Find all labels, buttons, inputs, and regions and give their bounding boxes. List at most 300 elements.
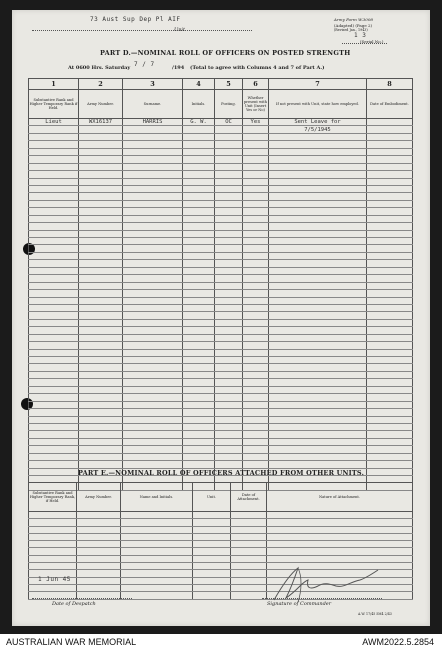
- table-cell: [123, 386, 183, 393]
- despatch-label: Date of Despatch: [52, 601, 96, 607]
- table-cell: [121, 570, 193, 577]
- table-cell: [29, 386, 79, 393]
- table-cell: [79, 312, 123, 319]
- table-row: [29, 156, 413, 163]
- table-cell: [29, 548, 77, 555]
- col-header-army-number: Army Number.: [79, 90, 123, 119]
- table-row: [29, 379, 413, 386]
- table-row: [29, 230, 413, 237]
- table-cell: [79, 230, 123, 237]
- table-cell: [269, 409, 367, 416]
- table-cell: [77, 584, 121, 591]
- table-cell: [269, 252, 367, 259]
- table-cell: [121, 563, 193, 570]
- table-cell: [367, 290, 413, 297]
- table-cell: [367, 453, 413, 460]
- table-cell: [29, 267, 79, 274]
- table-cell: [269, 379, 367, 386]
- table-cell: [123, 252, 183, 259]
- table-cell: OC: [215, 119, 243, 126]
- table-cell: [367, 163, 413, 170]
- table-row: [29, 304, 413, 311]
- table-cell: [123, 379, 183, 386]
- part-d-table: [28, 78, 413, 491]
- table-cell: [29, 555, 77, 562]
- despatch-line: [32, 598, 132, 599]
- table-cell: [367, 319, 413, 326]
- table-cell: [79, 200, 123, 207]
- table-cell: [243, 379, 269, 386]
- table-cell: [123, 423, 183, 430]
- table-row: [29, 526, 413, 533]
- table-cell: G. W.: [183, 119, 215, 126]
- table-cell: [183, 386, 215, 393]
- table-cell: [193, 512, 231, 519]
- table-cell: [183, 193, 215, 200]
- table-cell: [29, 163, 79, 170]
- table-cell: [269, 148, 367, 155]
- table-cell: [193, 541, 231, 548]
- table-cell: [79, 461, 123, 468]
- table-cell: [269, 208, 367, 215]
- table-row: [29, 512, 413, 519]
- table-row: [29, 364, 413, 371]
- table-cell: [29, 364, 79, 371]
- table-cell: [367, 409, 413, 416]
- table-cell: [79, 238, 123, 245]
- table-cell: [29, 563, 77, 570]
- table-cell: [121, 584, 193, 591]
- table-cell: [183, 275, 215, 282]
- table-cell: [367, 267, 413, 274]
- table-cell: [29, 334, 79, 341]
- table-cell: [269, 156, 367, 163]
- table-cell: [79, 357, 123, 364]
- table-cell: [193, 592, 231, 599]
- table-cell: [269, 371, 367, 378]
- table-cell: [123, 178, 183, 185]
- table-cell: [367, 423, 413, 430]
- table-cell: [243, 327, 269, 334]
- table-cell: [29, 133, 79, 140]
- table-cell: [215, 245, 243, 252]
- table-cell: [243, 252, 269, 259]
- table-cell: [243, 334, 269, 341]
- table-cell: [79, 453, 123, 460]
- table-cell: [367, 394, 413, 401]
- table-cell: [367, 349, 413, 356]
- table-cell: [79, 304, 123, 311]
- table-cell: [183, 290, 215, 297]
- typed-unit-name: 73 Aust Sup Dep Pl AIF: [90, 16, 181, 23]
- table-cell: [183, 312, 215, 319]
- table-cell: [269, 364, 367, 371]
- table-cell: [123, 349, 183, 356]
- table-cell: [123, 438, 183, 445]
- table-cell: [121, 526, 193, 533]
- table-cell: [215, 185, 243, 192]
- table-cell: [243, 312, 269, 319]
- table-cell: [29, 519, 77, 526]
- table-cell: [243, 126, 269, 133]
- table-cell: [215, 379, 243, 386]
- table-cell: [183, 200, 215, 207]
- table-cell: [243, 230, 269, 237]
- table-cell: [367, 238, 413, 245]
- table-cell: [269, 304, 367, 311]
- table-cell: [77, 526, 121, 533]
- typed-serial: 1 3: [354, 32, 367, 39]
- table-cell: [123, 148, 183, 155]
- table-cell: [121, 541, 193, 548]
- table-cell: [183, 304, 215, 311]
- table-cell: [79, 178, 123, 185]
- table-row: [29, 319, 413, 326]
- table-cell: [123, 133, 183, 140]
- table-cell: [215, 438, 243, 445]
- column-number-row: [29, 79, 413, 90]
- table-cell: [79, 416, 123, 423]
- table-cell: [183, 171, 215, 178]
- table-cell: [215, 230, 243, 237]
- table-cell: [123, 446, 183, 453]
- table-cell: [367, 230, 413, 237]
- table-cell: [183, 379, 215, 386]
- table-cell: [183, 349, 215, 356]
- table-cell: [79, 215, 123, 222]
- table-cell: [215, 394, 243, 401]
- table-cell: [231, 563, 267, 570]
- table-cell: [79, 245, 123, 252]
- table-cell: [367, 304, 413, 311]
- table-cell: [123, 304, 183, 311]
- part-e-header-row: [29, 483, 413, 512]
- table-cell: [243, 148, 269, 155]
- table-cell: Sent Leave for: [269, 119, 367, 126]
- table-cell: [267, 512, 413, 519]
- table-cell: [79, 290, 123, 297]
- table-row: [29, 171, 413, 178]
- table-cell: [243, 394, 269, 401]
- table-cell: [367, 446, 413, 453]
- table-cell: [79, 409, 123, 416]
- table-cell: [29, 319, 79, 326]
- table-cell: [183, 238, 215, 245]
- table-cell: [269, 349, 367, 356]
- table-cell: [243, 431, 269, 438]
- table-row: [29, 252, 413, 259]
- table-cell: [267, 526, 413, 533]
- table-cell: [79, 342, 123, 349]
- table-cell: Yes: [243, 119, 269, 126]
- table-row: [29, 357, 413, 364]
- table-cell: [269, 200, 367, 207]
- table-cell: [215, 431, 243, 438]
- table-cell: [231, 548, 267, 555]
- table-cell: [183, 245, 215, 252]
- unit-line: [32, 30, 252, 31]
- table-cell: [79, 349, 123, 356]
- table-cell: [29, 438, 79, 445]
- table-row: [29, 401, 413, 408]
- table-cell: [29, 512, 77, 519]
- table-row: [29, 416, 413, 423]
- table-cell: [269, 453, 367, 460]
- table-cell: [183, 230, 215, 237]
- table-cell: [367, 275, 413, 282]
- table-cell: [367, 141, 413, 148]
- table-cell: [215, 342, 243, 349]
- table-cell: [243, 453, 269, 460]
- table-cell: [231, 577, 267, 584]
- table-cell: [269, 319, 367, 326]
- table-cell: [123, 319, 183, 326]
- table-cell: [231, 541, 267, 548]
- table-cell: [367, 208, 413, 215]
- table-row: [29, 119, 413, 126]
- table-cell: [193, 526, 231, 533]
- table-cell: [269, 401, 367, 408]
- table-cell: [215, 349, 243, 356]
- table-cell: [243, 185, 269, 192]
- table-cell: [29, 533, 77, 540]
- table-cell: [231, 519, 267, 526]
- table-cell: [243, 401, 269, 408]
- year-label: /194: [172, 65, 185, 71]
- table-cell: [269, 185, 367, 192]
- table-cell: [243, 297, 269, 304]
- table-cell: [123, 245, 183, 252]
- table-cell: [123, 163, 183, 170]
- table-cell: [269, 267, 367, 274]
- table-cell: [79, 223, 123, 230]
- table-cell: [215, 409, 243, 416]
- table-cell: [193, 555, 231, 562]
- table-cell: [79, 379, 123, 386]
- table-cell: [29, 297, 79, 304]
- table-row: [29, 185, 413, 192]
- table-cell: [79, 267, 123, 274]
- table-cell: [215, 252, 243, 259]
- table-cell: [193, 577, 231, 584]
- table-cell: [215, 282, 243, 289]
- table-cell: [183, 252, 215, 259]
- signature-label: Signature of Commander: [267, 601, 332, 607]
- table-cell: [29, 584, 77, 591]
- table-cell: [193, 548, 231, 555]
- table-cell: [123, 334, 183, 341]
- table-cell: [183, 431, 215, 438]
- table-cell: [121, 577, 193, 584]
- table-cell: [367, 401, 413, 408]
- table-cell: [367, 297, 413, 304]
- table-row: [29, 178, 413, 185]
- table-cell: [215, 327, 243, 334]
- table-cell: [29, 200, 79, 207]
- table-cell: [367, 416, 413, 423]
- table-cell: [193, 563, 231, 570]
- table-cell: [269, 238, 367, 245]
- table-row: [29, 260, 413, 267]
- table-row: [29, 371, 413, 378]
- table-row: [29, 386, 413, 393]
- table-cell: [79, 394, 123, 401]
- table-cell: [215, 171, 243, 178]
- table-row: [29, 193, 413, 200]
- table-cell: [79, 275, 123, 282]
- table-cell: [183, 401, 215, 408]
- table-row: [29, 163, 413, 170]
- table-cell: [367, 461, 413, 468]
- table-cell: [29, 431, 79, 438]
- table-cell: [121, 512, 193, 519]
- table-cell: [269, 438, 367, 445]
- table-cell: [231, 584, 267, 591]
- table-row: [29, 126, 413, 133]
- table-row: [29, 290, 413, 297]
- table-cell: [123, 409, 183, 416]
- table-cell: [269, 171, 367, 178]
- table-cell: [269, 193, 367, 200]
- col-number: 8: [367, 79, 413, 90]
- table-cell: [267, 548, 413, 555]
- table-cell: [367, 178, 413, 185]
- table-row: [29, 334, 413, 341]
- signature-line: [262, 598, 382, 599]
- table-cell: [215, 208, 243, 215]
- table-cell: [183, 394, 215, 401]
- table-cell: [183, 163, 215, 170]
- part-e-title: PART E.—NOMINAL ROLL OF OFFICERS ATTACHED FROM OTHER UNITS.: [78, 469, 365, 477]
- table-cell: [123, 126, 183, 133]
- table-cell: [29, 379, 79, 386]
- table-cell: [79, 327, 123, 334]
- table-cell: [367, 364, 413, 371]
- table-cell: [231, 533, 267, 540]
- table-cell: [243, 200, 269, 207]
- table-cell: [215, 238, 243, 245]
- table-cell: [243, 282, 269, 289]
- table-cell: [123, 208, 183, 215]
- table-cell: [367, 223, 413, 230]
- table-cell: [269, 230, 367, 237]
- table-cell: [367, 252, 413, 259]
- table-cell: [29, 282, 79, 289]
- table-cell: [29, 126, 79, 133]
- table-cell: [269, 290, 367, 297]
- table-cell: [183, 319, 215, 326]
- table-cell: [79, 148, 123, 155]
- table-cell: [243, 178, 269, 185]
- table-cell: [29, 275, 79, 282]
- table-cell: [123, 357, 183, 364]
- table-cell: [123, 185, 183, 192]
- table-row: [29, 312, 413, 319]
- table-cell: [79, 364, 123, 371]
- table-cell: [29, 208, 79, 215]
- table-cell: [269, 178, 367, 185]
- table-cell: [215, 446, 243, 453]
- table-cell: [183, 438, 215, 445]
- table-cell: [121, 548, 193, 555]
- table-cell: [77, 555, 121, 562]
- table-cell: [183, 334, 215, 341]
- table-cell: [269, 386, 367, 393]
- col-number: 7: [269, 79, 367, 90]
- col-header-attachment-nature: Nature of Attachment.: [267, 483, 413, 512]
- table-cell: [29, 304, 79, 311]
- table-row: [29, 133, 413, 140]
- table-cell: [215, 297, 243, 304]
- table-cell: [29, 171, 79, 178]
- table-cell: [243, 245, 269, 252]
- table-row: [29, 208, 413, 215]
- table-cell: [123, 171, 183, 178]
- table-cell: [367, 260, 413, 267]
- table-cell: [79, 252, 123, 259]
- table-cell: [183, 282, 215, 289]
- table-cell: [183, 148, 215, 155]
- table-row: [29, 327, 413, 334]
- table-cell: [243, 141, 269, 148]
- table-cell: [29, 357, 79, 364]
- table-cell: [367, 371, 413, 378]
- table-cell: [269, 282, 367, 289]
- col-header-name: Name and Initials.: [121, 483, 193, 512]
- table-cell: [29, 290, 79, 297]
- table-cell: [269, 446, 367, 453]
- table-cell: [215, 334, 243, 341]
- table-cell: [79, 163, 123, 170]
- table-cell: [269, 141, 367, 148]
- table-row: [29, 423, 413, 430]
- table-cell: [215, 223, 243, 230]
- table-cell: [29, 156, 79, 163]
- table-cell: [29, 260, 79, 267]
- table-cell: [29, 468, 79, 475]
- table-cell: [215, 267, 243, 274]
- form-adapted: (Adapted) (Page 2): [334, 23, 373, 28]
- table-row: [29, 215, 413, 222]
- table-cell: [243, 193, 269, 200]
- col-header-initials: Initials.: [183, 90, 215, 119]
- table-cell: [29, 409, 79, 416]
- table-cell: [29, 148, 79, 155]
- table-cell: [215, 178, 243, 185]
- table-cell: [269, 215, 367, 222]
- table-cell: [269, 423, 367, 430]
- table-cell: [215, 423, 243, 430]
- table-cell: [215, 319, 243, 326]
- table-cell: [243, 275, 269, 282]
- table-cell: [269, 416, 367, 423]
- table-cell: [267, 533, 413, 540]
- table-cell: [231, 512, 267, 519]
- table-row: [29, 519, 413, 526]
- table-cell: [243, 364, 269, 371]
- table-row: [29, 438, 413, 445]
- table-cell: [79, 423, 123, 430]
- table-cell: [243, 156, 269, 163]
- table-cell: [367, 438, 413, 445]
- table-cell: [215, 357, 243, 364]
- table-cell: [79, 297, 123, 304]
- col-header-army-number: Army Number.: [77, 483, 121, 512]
- table-cell: [269, 342, 367, 349]
- table-cell: [183, 178, 215, 185]
- table-cell: [269, 357, 367, 364]
- table-cell: [79, 185, 123, 192]
